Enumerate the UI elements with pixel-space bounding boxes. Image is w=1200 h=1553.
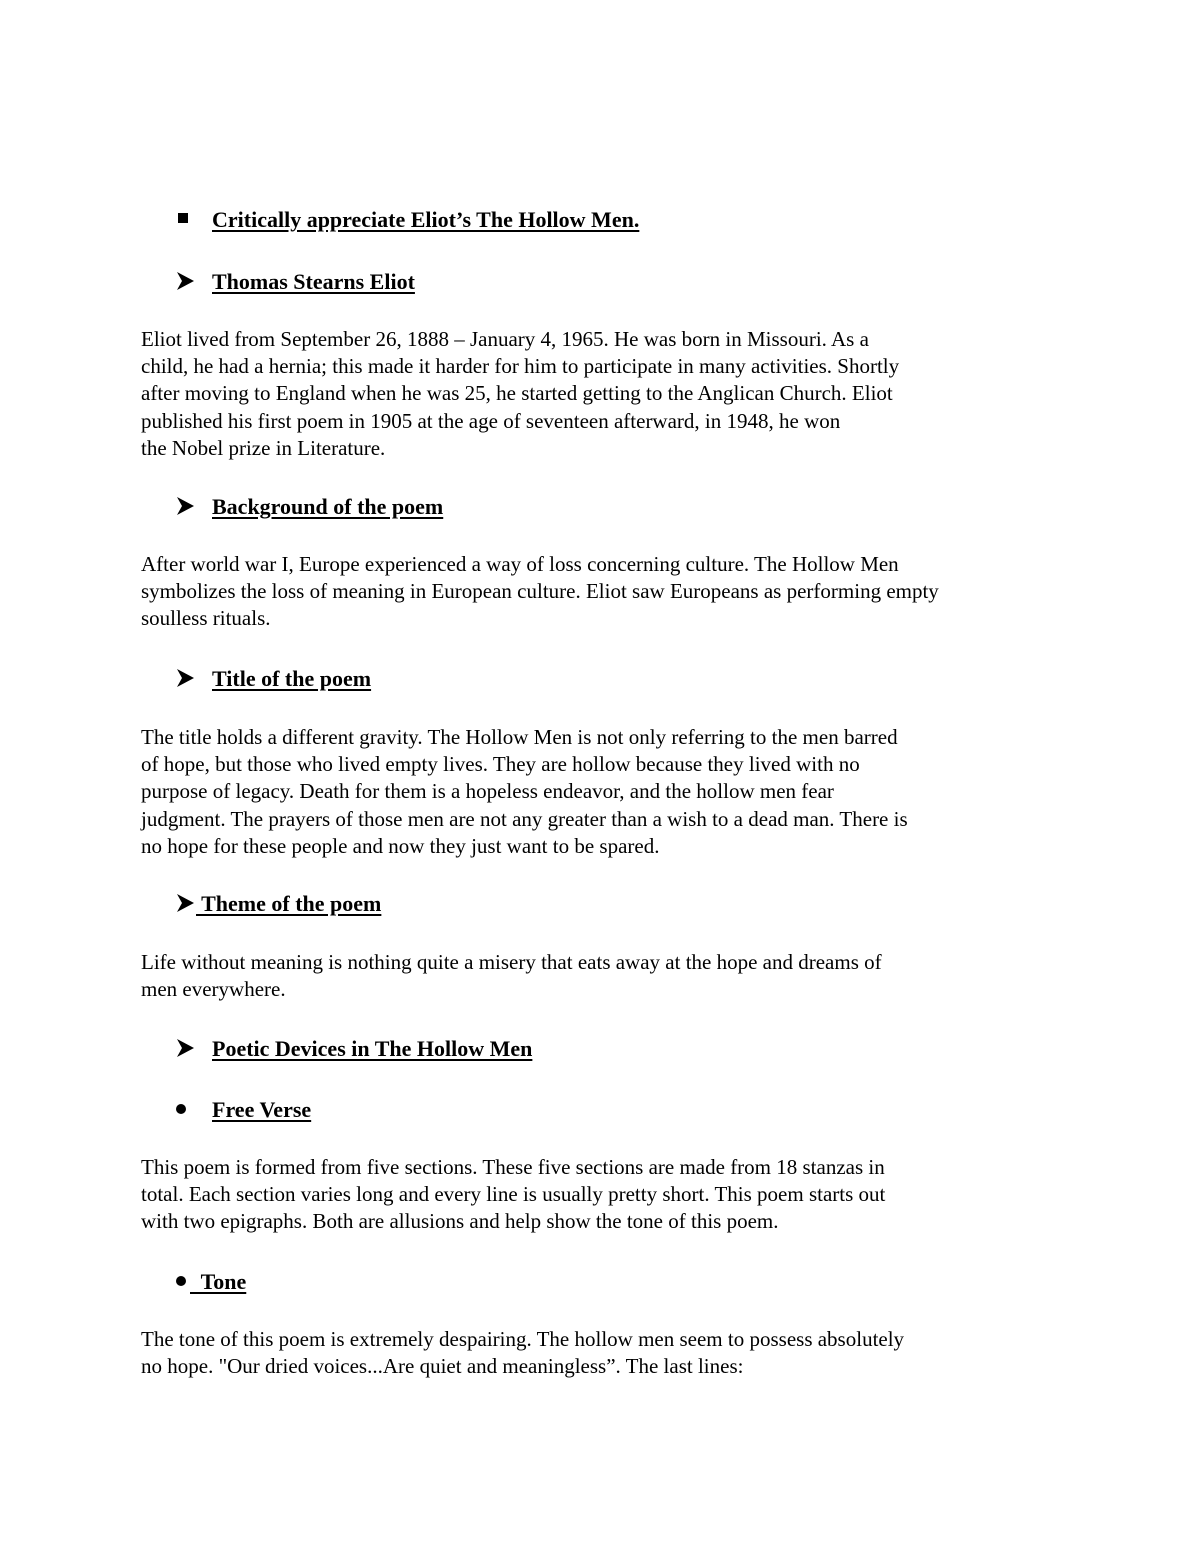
paragraph-line: After world war I, Europe experienced a way of loss concerning culture. The Hollow Men <box>141 552 899 576</box>
paragraph-theme <box>141 949 1061 1003</box>
arrow-bullet-icon <box>175 893 195 913</box>
paragraph-line: symbolizes the loss of meaning in European culture. Eliot saw Europeans as performing empty <box>141 579 939 604</box>
section-heading-devices: Poetic Devices in The Hollow Men <box>212 1036 533 1061</box>
paragraph-line: men everywhere. <box>141 977 286 1002</box>
paragraph-line: The tone of this poem is extremely despairing. The hollow men seem to possess absolutely <box>141 1327 905 1351</box>
paragraph-line: This poem is formed from five sections. These five sections are made from 18 stanzas in <box>141 1155 885 1179</box>
paragraph-line: child, he had a hernia; this made it harder for him to participate in many activities. Shortly <box>141 354 900 379</box>
arrow-bullet-icon <box>175 668 195 688</box>
paragraph-line: judgment. The prayers of those men are not any greater than a wish to a dead man. There is <box>141 806 908 831</box>
section-heading-background: Background of the poem <box>212 494 444 519</box>
section-heading-title: Title of the poem <box>212 666 372 691</box>
section-heading-free-verse: Free Verse <box>212 1097 312 1122</box>
square-bullet-icon <box>178 213 188 223</box>
section-heading-theme: Theme of the poem <box>196 891 382 916</box>
paragraph-tone <box>141 1326 1061 1380</box>
paragraph-line: no hope. "Our dried voices...Are quiet and meaningless”. The last lines: <box>141 1354 744 1379</box>
paragraph-author <box>141 326 1061 462</box>
paragraph-free-verse <box>141 1154 1061 1236</box>
paragraph-line: total. Each section varies long and every line is usually pretty short. This poem starts out <box>141 1182 886 1207</box>
paragraph-line: no hope for these people and now they just want to be spared. <box>141 833 660 858</box>
arrow-bullet-icon <box>175 271 195 291</box>
arrow-bullet-icon <box>175 496 195 516</box>
paragraph-line: Life without meaning is nothing quite a misery that eats away at the hope and dreams of <box>141 950 882 974</box>
paragraph-line: Eliot lived from September 26, 1888 – January 4, 1965. He was born in Missouri. As a <box>141 327 869 351</box>
paragraph-title <box>141 724 1061 860</box>
section-heading-tone: Tone <box>190 1269 247 1294</box>
paragraph-line: with two epigraphs. Both are allusions and help show the tone of this poem. <box>141 1209 779 1234</box>
main-title: Critically appreciate Eliot’s The Hollow Men. <box>212 207 640 232</box>
paragraph-line: published his first poem in 1905 at the age of seventeen afterward, in 1948, he won <box>141 408 841 433</box>
paragraph-line: the Nobel prize in Literature. <box>141 435 386 460</box>
paragraph-line: soulless rituals. <box>141 606 271 631</box>
paragraph-line: purpose of legacy. Death for them is a hopeless endeavor, and the hollow men fear <box>141 779 834 804</box>
paragraph-line: The title holds a different gravity. The Hollow Men is not only referring to the men barred <box>141 725 898 749</box>
paragraph-line: of hope, but those who lived empty lives. They are hollow because they lived with no <box>141 752 860 777</box>
round-bullet-icon <box>176 1276 186 1286</box>
section-heading-author: Thomas Stearns Eliot <box>212 269 415 294</box>
paragraph-background <box>141 551 1061 633</box>
round-bullet-icon <box>176 1104 186 1114</box>
paragraph-line: after moving to England when he was 25, he started getting to the Anglican Church. Eliot <box>141 381 893 406</box>
arrow-bullet-icon <box>175 1038 195 1058</box>
